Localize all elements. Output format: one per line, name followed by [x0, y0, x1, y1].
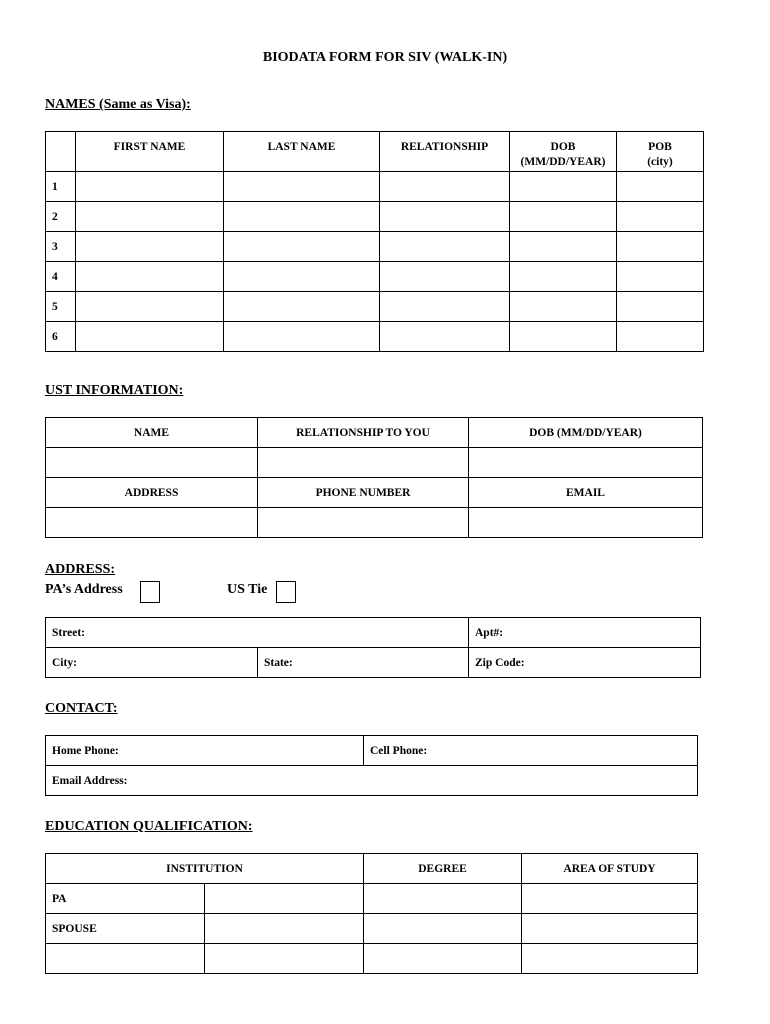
- pob-field[interactable]: [617, 202, 704, 232]
- first-name-field[interactable]: [76, 292, 224, 322]
- pob-field[interactable]: [617, 232, 704, 262]
- spouse-degree-field[interactable]: [364, 914, 522, 944]
- address-table: [45, 617, 701, 678]
- first-name-field[interactable]: [76, 232, 224, 262]
- names-table: [45, 131, 704, 352]
- last-name-field[interactable]: [224, 292, 380, 322]
- cell-phone-field[interactable]: Cell Phone:: [364, 736, 698, 766]
- dob-field[interactable]: [510, 202, 617, 232]
- first-name-field[interactable]: [76, 172, 224, 202]
- ust-dob-header: DOB (MM/DD/YEAR): [469, 418, 703, 448]
- table-row: [46, 172, 704, 202]
- degree-header: DEGREE: [364, 854, 522, 884]
- dob-field[interactable]: [510, 232, 617, 262]
- row-number: 3: [46, 232, 76, 262]
- last-name-field[interactable]: [224, 232, 380, 262]
- row-number: 6: [46, 322, 76, 352]
- pa-degree-field[interactable]: [364, 884, 522, 914]
- area-of-study-header: AREA OF STUDY: [522, 854, 698, 884]
- ust-name-header: NAME: [46, 418, 258, 448]
- col-dob-line2: (MM/DD/YEAR): [520, 156, 606, 168]
- ust-table: [45, 417, 703, 538]
- table-row: [46, 944, 698, 974]
- names-heading: NAMES (Same as Visa):: [45, 97, 191, 112]
- extra-area-of-study-field[interactable]: [522, 944, 698, 974]
- dob-field[interactable]: [510, 292, 617, 322]
- extra-institution-field[interactable]: [205, 944, 364, 974]
- apt-field[interactable]: Apt#:: [469, 618, 701, 648]
- first-name-field[interactable]: [76, 322, 224, 352]
- last-name-field[interactable]: [224, 202, 380, 232]
- col-dob: [510, 132, 617, 172]
- ust-heading: UST INFORMATION:: [45, 383, 184, 398]
- table-row: [46, 914, 698, 944]
- last-name-field[interactable]: [224, 322, 380, 352]
- email-address-field[interactable]: Email Address:: [46, 766, 698, 796]
- ust-email-header: EMAIL: [469, 478, 703, 508]
- row-number: 1: [46, 172, 76, 202]
- table-row: [46, 262, 704, 292]
- pa-address-checkbox[interactable]: [140, 581, 160, 603]
- ust-email-field[interactable]: [469, 508, 703, 538]
- ust-name-field[interactable]: [46, 448, 258, 478]
- row-number: 5: [46, 292, 76, 322]
- first-name-field[interactable]: [76, 262, 224, 292]
- pa-institution-field[interactable]: [205, 884, 364, 914]
- dob-field[interactable]: [510, 262, 617, 292]
- col-dob-line1: DOB: [550, 141, 576, 153]
- pob-field[interactable]: [617, 322, 704, 352]
- ust-address-field[interactable]: [46, 508, 258, 538]
- dob-field[interactable]: [510, 322, 617, 352]
- last-name-field[interactable]: [224, 262, 380, 292]
- ust-phone-field[interactable]: [258, 508, 469, 538]
- form-title: BIODATA FORM FOR SIV (WALK-IN): [262, 50, 508, 65]
- table-row: [46, 232, 704, 262]
- col-first-name: FIRST NAME: [76, 132, 224, 172]
- contact-heading: CONTACT:: [45, 701, 118, 716]
- relationship-field[interactable]: [380, 232, 510, 262]
- relationship-field[interactable]: [380, 202, 510, 232]
- us-tie-checkbox[interactable]: [276, 581, 296, 603]
- education-heading: EDUCATION QUALIFICATION:: [45, 819, 253, 834]
- us-tie-label: US Tie: [227, 582, 268, 597]
- table-row: [46, 202, 704, 232]
- row-number: 2: [46, 202, 76, 232]
- street-field[interactable]: Street:: [46, 618, 469, 648]
- table-row: [46, 322, 704, 352]
- col-pob-line2: (city): [647, 156, 673, 168]
- address-heading: ADDRESS:: [45, 562, 116, 577]
- relationship-field[interactable]: [380, 262, 510, 292]
- contact-table: [45, 735, 698, 796]
- pob-field[interactable]: [617, 292, 704, 322]
- extra-degree-field[interactable]: [364, 944, 522, 974]
- pa-row-label: PA: [46, 884, 205, 914]
- ust-dob-field[interactable]: [469, 448, 703, 478]
- table-row: [46, 292, 704, 322]
- last-name-field[interactable]: [224, 172, 380, 202]
- spouse-area-of-study-field[interactable]: [522, 914, 698, 944]
- col-relationship: RELATIONSHIP: [380, 132, 510, 172]
- row-number: 4: [46, 262, 76, 292]
- city-field[interactable]: City:: [46, 648, 258, 678]
- relationship-field[interactable]: [380, 322, 510, 352]
- names-corner-cell: [46, 132, 76, 172]
- pob-field[interactable]: [617, 172, 704, 202]
- extra-row-label-field[interactable]: [46, 944, 205, 974]
- spouse-institution-field[interactable]: [205, 914, 364, 944]
- ust-relationship-field[interactable]: [258, 448, 469, 478]
- col-last-name: LAST NAME: [224, 132, 380, 172]
- col-pob-line1: POB: [648, 141, 672, 153]
- state-field[interactable]: State:: [258, 648, 469, 678]
- pa-address-label: PA’s Address: [45, 582, 123, 597]
- ust-phone-header: PHONE NUMBER: [258, 478, 469, 508]
- zip-field[interactable]: Zip Code:: [469, 648, 701, 678]
- pa-area-of-study-field[interactable]: [522, 884, 698, 914]
- relationship-field[interactable]: [380, 172, 510, 202]
- col-pob: [617, 132, 704, 172]
- pob-field[interactable]: [617, 262, 704, 292]
- spouse-row-label: SPOUSE: [46, 914, 205, 944]
- first-name-field[interactable]: [76, 202, 224, 232]
- table-row: [46, 884, 698, 914]
- relationship-field[interactable]: [380, 292, 510, 322]
- dob-field[interactable]: [510, 172, 617, 202]
- home-phone-field[interactable]: Home Phone:: [46, 736, 364, 766]
- institution-header: INSTITUTION: [46, 854, 364, 884]
- education-table: [45, 853, 698, 974]
- ust-relationship-header: RELATIONSHIP TO YOU: [258, 418, 469, 448]
- ust-address-header: ADDRESS: [46, 478, 258, 508]
